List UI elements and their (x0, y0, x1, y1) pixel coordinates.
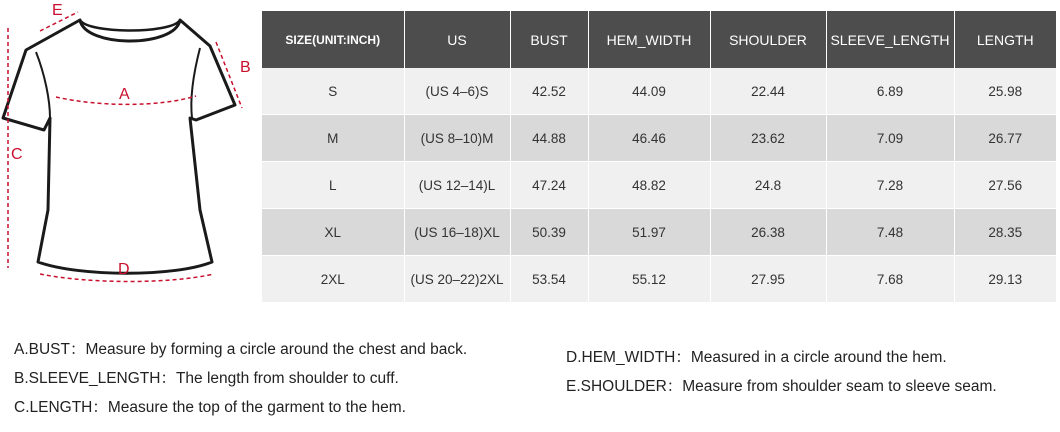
cell-shoulder: 24.8 (710, 162, 826, 209)
table-row (262, 68, 1056, 115)
cell-bust: 42.52 (510, 68, 588, 115)
table-row (262, 162, 1056, 209)
cell-us: (US 16–18)XL (404, 209, 510, 256)
tshirt-measurement-diagram (0, 0, 262, 300)
cell-us: (US 8–10)M (404, 115, 510, 162)
cell-size: 2XL (262, 256, 404, 303)
size-chart-table (262, 11, 1056, 303)
note-hem-width: D.HEM_WIDTH：Measured in a circle around the hem. (566, 349, 947, 366)
cell-length: 25.98 (954, 68, 1056, 115)
note-length: C.LENGTH：Measure the top of the garment to the hem. (14, 399, 406, 416)
header-sleeve-length: SLEEVE_LENGTH (826, 11, 954, 68)
tshirt-neckline (80, 20, 180, 31)
cell-sleeve-length: 7.48 (826, 209, 954, 256)
header-length: LENGTH (954, 11, 1056, 68)
table-header-row (262, 11, 1056, 68)
cell-length: 28.35 (954, 209, 1056, 256)
cell-hem-width: 51.97 (588, 209, 710, 256)
header-size: SIZE(UNIT:INCH) (262, 11, 404, 68)
cell-size: L (262, 162, 404, 209)
cell-sleeve-length: 7.68 (826, 256, 954, 303)
header-bust: BUST (510, 11, 588, 68)
cell-shoulder: 23.62 (710, 115, 826, 162)
label-b: B (240, 59, 251, 76)
cell-us: (US 4–6)S (404, 68, 510, 115)
label-a: A (119, 86, 130, 103)
measurement-notes-left (14, 340, 467, 427)
label-e: E (52, 2, 63, 19)
cell-sleeve-length: 7.09 (826, 115, 954, 162)
label-d: D (118, 261, 130, 278)
cell-bust: 44.88 (510, 115, 588, 162)
cell-shoulder: 22.44 (710, 68, 826, 115)
measurement-notes-right (566, 348, 997, 406)
table-row (262, 115, 1056, 162)
cell-hem-width: 48.82 (588, 162, 710, 209)
cell-sleeve-length: 7.28 (826, 162, 954, 209)
note-sleeve-length: B.SLEEVE_LENGTH：The length from shoulder to cuff. (14, 370, 399, 387)
cell-hem-width: 44.09 (588, 68, 710, 115)
label-c: C (11, 146, 23, 163)
cell-size: XL (262, 209, 404, 256)
header-shoulder: SHOULDER (710, 11, 826, 68)
cell-length: 27.56 (954, 162, 1056, 209)
note-shoulder: E.SHOULDER：Measure from shoulder seam to sleeve seam. (566, 378, 997, 395)
cell-length: 26.77 (954, 115, 1056, 162)
cell-bust: 53.54 (510, 256, 588, 303)
header-hem-width: HEM_WIDTH (588, 11, 710, 68)
cell-size: S (262, 68, 404, 115)
cell-length: 29.13 (954, 256, 1056, 303)
note-bust: A.BUST：Measure by forming a circle around the chest and back. (14, 341, 468, 358)
cell-us: (US 12–14)L (404, 162, 510, 209)
cell-hem-width: 46.46 (588, 115, 710, 162)
cell-shoulder: 27.95 (710, 256, 826, 303)
cell-sleeve-length: 6.89 (826, 68, 954, 115)
cell-shoulder: 26.38 (710, 209, 826, 256)
cell-us: (US 20–22)2XL (404, 256, 510, 303)
header-us: US (404, 11, 510, 68)
cell-bust: 50.39 (510, 209, 588, 256)
table-row (262, 209, 1056, 256)
cell-bust: 47.24 (510, 162, 588, 209)
cell-size: M (262, 115, 404, 162)
table-row (262, 256, 1056, 303)
cell-hem-width: 55.12 (588, 256, 710, 303)
